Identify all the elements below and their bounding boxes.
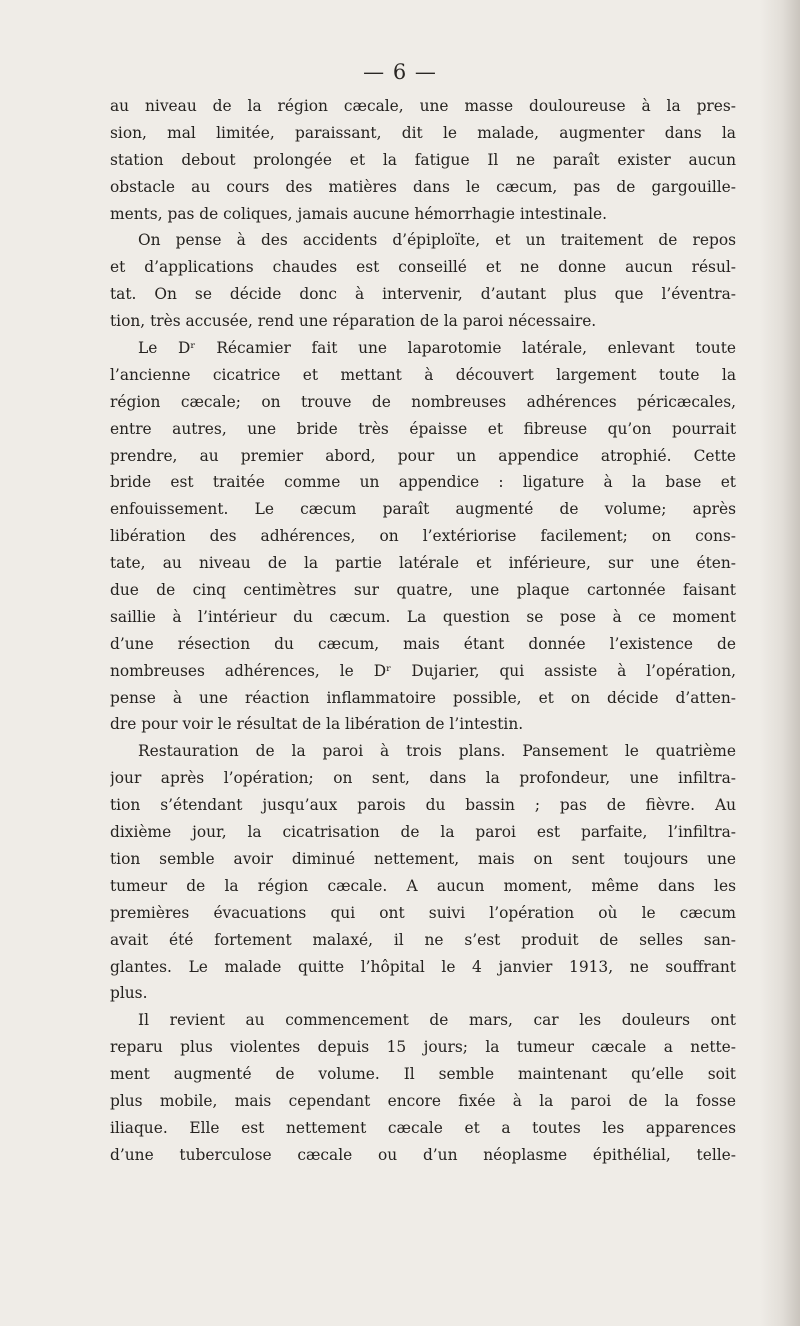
- body-text: [110, 93, 736, 1169]
- text-line: Le Dʳ Récamier fait une laparotomie latérale, enlevant toute: [138, 339, 736, 358]
- text-line: avait été fortement malaxé, il ne s’est produit de selles san-: [110, 930, 736, 949]
- text-line: d’une résection du cæcum, mais étant donnée l’existence de: [110, 634, 736, 653]
- text-line: sion, mal limitée, paraissant, dit le malade, augmenter dans la: [110, 123, 736, 142]
- text-line: dixième jour, la cicatrisation de la paroi est parfaite, l’infiltra-: [110, 823, 736, 842]
- text-line: enfouissement. Le cæcum paraît augmenté de volume; après: [110, 500, 736, 519]
- text-line: tion semble avoir diminué nettement, mais on sent toujours une: [110, 849, 736, 868]
- text-line: libération des adhérences, on l’extériorise facilement; on cons-: [110, 527, 736, 546]
- text-line: l’ancienne cicatrice et mettant à découvert largement toute la: [110, 365, 736, 384]
- page-binding-shadow: [760, 0, 800, 1326]
- text-line: dre pour voir le résultat de la libération de l’intestin.: [110, 715, 524, 734]
- text-line: saillie à l’intérieur du cæcum. La question se pose à ce moment: [110, 607, 736, 626]
- text-line: Restauration de la paroi à trois plans. Pansement le quatrième: [138, 742, 736, 761]
- text-line: pense à une réaction inflammatoire possible, et on décide d’atten-: [110, 688, 736, 707]
- text-line: reparu plus violentes depuis 15 jours; la tumeur cæcale a nette-: [110, 1038, 736, 1057]
- text-line: iliaque. Elle est nettement cæcale et a toutes les apparences: [110, 1118, 736, 1137]
- text-line: glantes. Le malade quitte l’hôpital le 4 janvier 1913, ne souffrant: [110, 957, 736, 976]
- text-line: station debout prolongée et la fatigue Il ne paraît exister aucun: [110, 150, 736, 169]
- text-line: obstacle au cours des matières dans le cæcum, pas de gargouille-: [110, 177, 736, 196]
- text-line: tate, au niveau de la partie latérale et inférieure, sur une éten-: [110, 554, 736, 573]
- text-line: d’une tuberculose cæcale ou d’un néoplasme épithélial, telle-: [110, 1145, 736, 1164]
- text-line: tat. On se décide donc à intervenir, d’autant plus que l’éventra-: [110, 285, 736, 304]
- text-line: plus mobile, mais cependant encore fixée à la paroi de la fosse: [110, 1091, 736, 1110]
- text-line: tion s’étendant jusqu’aux parois du bassin ; pas de fièvre. Au: [110, 796, 736, 815]
- text-line: au niveau de la région cæcale, une masse douloureuse à la pres-: [110, 97, 736, 115]
- text-line: On pense à des accidents d’épiploïte, et un traitement de repos: [138, 231, 736, 250]
- text-line: région cæcale; on trouve de nombreuses adhérences péricæcales,: [110, 392, 736, 411]
- text-line: nombreuses adhérences, le Dʳ Dujarier, qui assiste à l’opération,: [110, 661, 736, 680]
- text-line: tumeur de la région cæcale. A aucun moment, même dans les: [110, 876, 736, 895]
- page-number: — 6 —: [363, 60, 437, 84]
- text-line: due de cinq centimètres sur quatre, une plaque cartonnée faisant: [110, 581, 736, 600]
- text-line: prendre, au premier abord, pour un appendice atrophié. Cette: [110, 446, 736, 465]
- text-line: Il revient au commencement de mars, car les douleurs ont: [138, 1011, 736, 1030]
- text-line: jour après l’opération; on sent, dans la profondeur, une infiltra-: [110, 769, 736, 788]
- text-line: ments, pas de coliques, jamais aucune hémorrhagie intestinale.: [110, 204, 608, 223]
- text-line: bride est traitée comme un appendice : ligature à la base et: [110, 473, 736, 492]
- text-line: premières évacuations qui ont suivi l’opération où le cæcum: [110, 903, 736, 922]
- text-line: tion, très accusée, rend une réparation de la paroi nécessaire.: [110, 312, 597, 331]
- text-line: ment augmenté de volume. Il semble maintenant qu’elle soit: [110, 1065, 736, 1084]
- text-line: et d’applications chaudes est conseillé et ne donne aucun résul-: [110, 258, 736, 277]
- text-line: entre autres, une bride très épaisse et fibreuse qu’on pourrait: [110, 419, 736, 438]
- text-line: plus.: [110, 984, 148, 1003]
